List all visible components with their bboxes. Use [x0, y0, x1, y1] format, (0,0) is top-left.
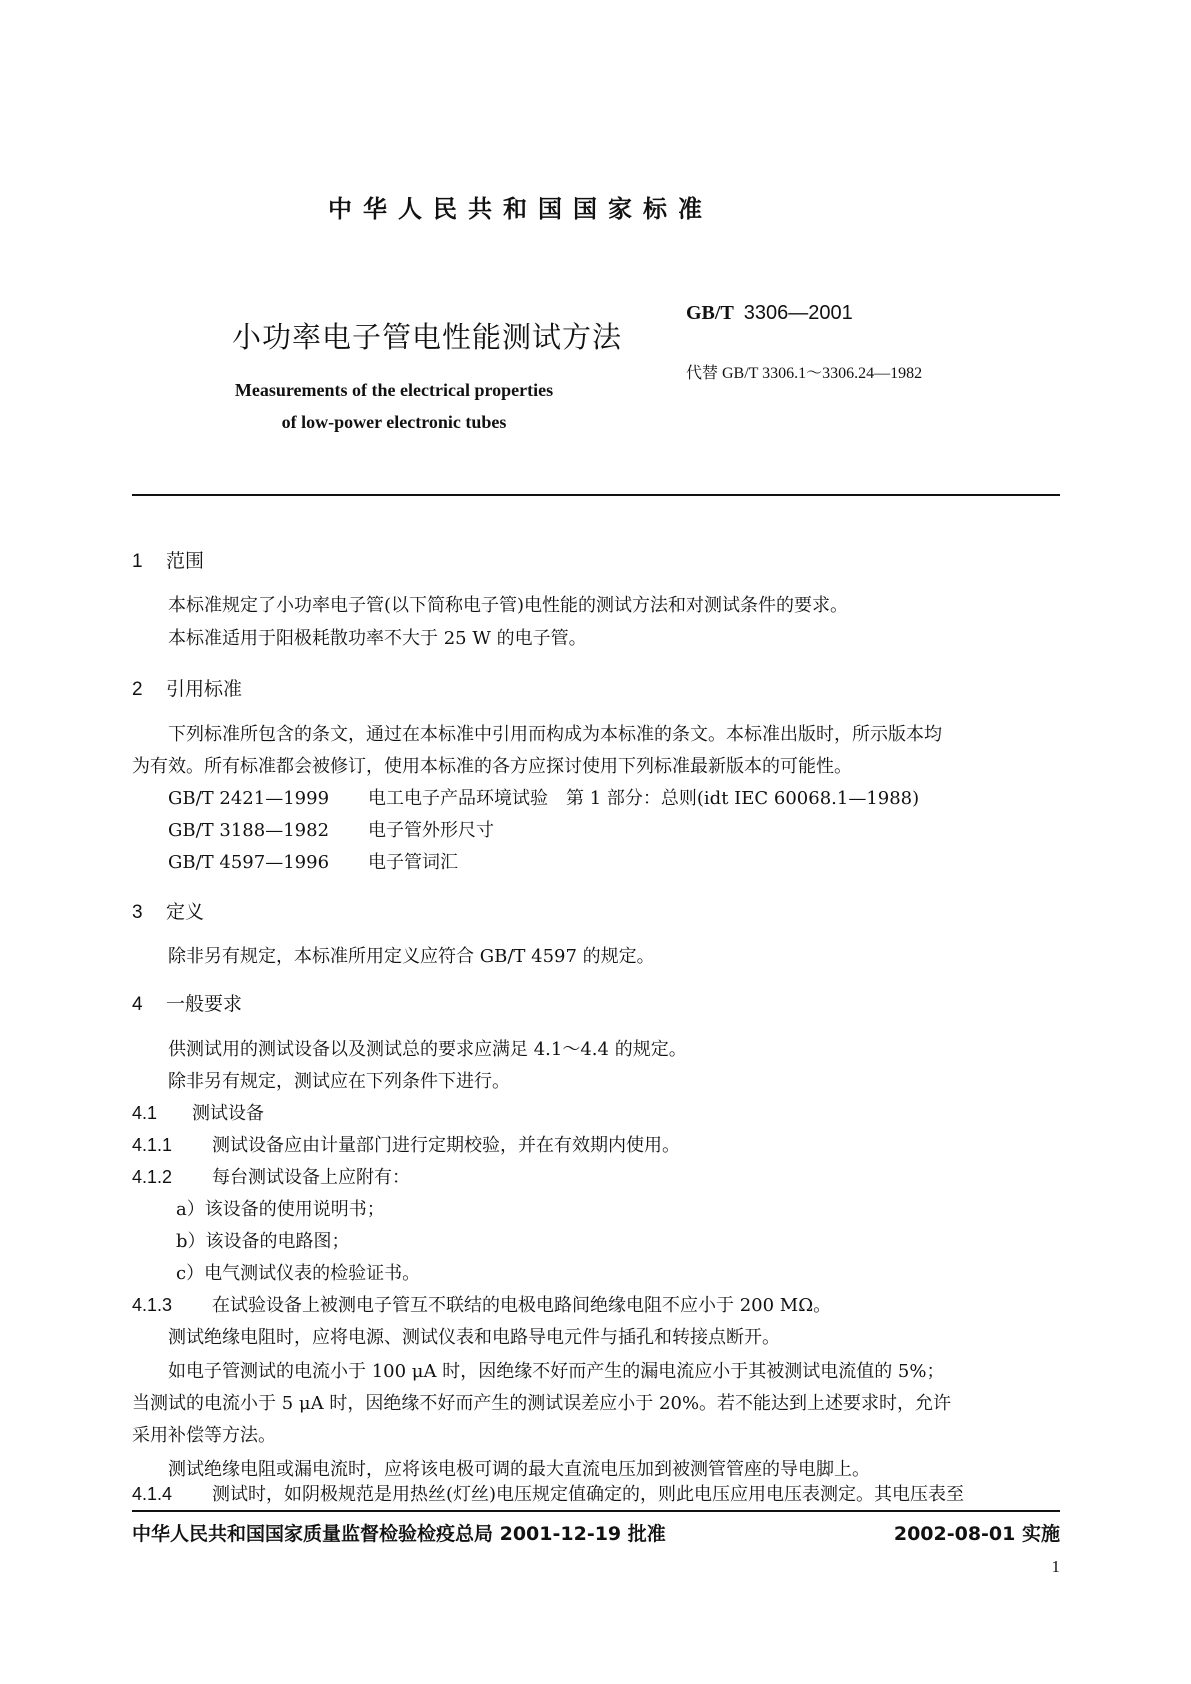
reference-item: [168, 848, 458, 874]
org-title: 中华人民共和国国家标准: [328, 195, 713, 223]
clause-4-1-3: [132, 1291, 831, 1317]
standard-code-prefix: GB/T: [686, 302, 734, 324]
section-4-para-2: 除非另有规定，测试应在下列条件下进行。: [168, 1071, 510, 1092]
reference-code: GB/T 2421—1999: [168, 788, 330, 809]
section-3-heading: [132, 897, 204, 924]
reference-code: GB/T 4597—1996: [168, 852, 330, 873]
section-number: 4: [132, 994, 143, 1015]
section-title: 一般要求: [166, 993, 243, 1015]
reference-title: 电子管外形尺寸: [368, 820, 494, 841]
implementation-date: 2002-08-01 实施: [893, 1523, 1060, 1545]
reference-code: GB/T 3188—1982: [168, 820, 330, 841]
clause-number: 4.1.1: [132, 1135, 173, 1155]
section-2-para-line-1: 下列标准所包含的条文，通过在本标准中引用而构成为本标准的条文。本标准出版时，所示版本均: [168, 724, 942, 745]
clause-4-1: [132, 1099, 264, 1125]
section-1-para-2: 本标准适用于阳极耗散功率不大于 25 W 的电子管。: [168, 628, 587, 649]
section-4-heading: [132, 989, 242, 1016]
clause-4-1-3-para-2-line-2: 当测试的电流小于 5 μA 时，因绝缘不好而产生的测试误差应小于 20%。若不能达到上述要求时，允许: [132, 1393, 952, 1414]
clause-4-1-4: [132, 1480, 964, 1506]
list-item: b）该设备的电路图；: [176, 1231, 350, 1252]
standard-code-number: 3306—2001: [743, 302, 853, 324]
section-number: 1: [132, 551, 143, 572]
section-3-para: 除非另有规定，本标准所用定义应符合 GB/T 4597 的规定。: [168, 946, 655, 967]
section-2-para-line-2: 为有效。所有标准都会被修订，使用本标准的各方应探讨使用下列标准最新版本的可能性。: [132, 756, 852, 777]
clause-number: 4.1: [132, 1103, 158, 1123]
list-item: a）该设备的使用说明书；: [176, 1199, 385, 1220]
footer-divider: [132, 1510, 1060, 1512]
reference-item: [168, 784, 919, 810]
section-1-para-1: 本标准规定了小功率电子管(以下简称电子管)电性能的测试方法和对测试条件的要求。: [168, 595, 849, 616]
title-en-line-2: of low-power electronic tubes: [281, 412, 507, 432]
approval-statement: 中华人民共和国国家质量监督检验检疫总局 2001-12-19 批准: [132, 1523, 666, 1545]
section-2-heading: [132, 674, 242, 701]
replaces-note: 代替 GB/T 3306.1～3306.24—1982: [686, 365, 923, 382]
header-divider: [132, 494, 1060, 496]
section-4-para-1: 供测试用的测试设备以及测试总的要求应满足 4.1～4.4 的规定。: [168, 1039, 687, 1060]
clause-4-1-1: [132, 1131, 680, 1157]
standard-code: [686, 300, 853, 325]
list-item: c）电气测试仪表的检验证书。: [176, 1263, 421, 1284]
clause-4-1-2: [132, 1163, 410, 1189]
clause-text: 测试设备应由计量部门进行定期校验，并在有效期内使用。: [212, 1135, 680, 1156]
clause-4-1-3-para-2-line-3: 采用补偿等方法。: [132, 1425, 276, 1446]
section-number: 3: [132, 902, 143, 923]
clause-title: 测试设备: [192, 1103, 264, 1124]
section-1-heading: [132, 546, 204, 573]
page-number: 1: [1051, 1557, 1060, 1576]
reference-title: 电工电子产品环境试验 第 1 部分：总则(idt IEC 60068.1—1988): [368, 788, 920, 809]
clause-number: 4.1.4: [132, 1484, 173, 1504]
reference-title: 电子管词汇: [368, 852, 458, 873]
clause-4-1-3-para-3: 测试绝缘电阻或漏电流时，应将该电极可调的最大直流电压加到被测管管座的导电脚上。: [168, 1459, 870, 1480]
section-title: 引用标准: [166, 678, 243, 700]
title-en-line-1: Measurements of the electrical properties: [234, 380, 554, 400]
clause-number: 4.1.3: [132, 1295, 173, 1315]
clause-text: 在试验设备上被测电子管互不联结的电极电路间绝缘电阻不应小于 200 MΩ。: [212, 1295, 832, 1316]
clause-4-1-3-para-1: 测试绝缘电阻时，应将电源、测试仪表和电路导电元件与插孔和转接点断开。: [168, 1327, 780, 1348]
section-number: 2: [132, 679, 143, 700]
section-title: 定义: [166, 901, 205, 923]
reference-item: [168, 816, 494, 842]
clause-text: 每台测试设备上应附有：: [212, 1167, 410, 1188]
clause-4-1-3-para-2-line-1: 如电子管测试的电流小于 100 μA 时，因绝缘不好而产生的漏电流应小于其被测试电流值的 5%；: [168, 1361, 945, 1382]
clause-text: 测试时，如阴极规范是用热丝(灯丝)电压规定值确定的，则此电压应用电压表测定。其电压表至: [212, 1484, 965, 1505]
clause-number: 4.1.2: [132, 1167, 173, 1187]
title-zh: 小功率电子管电性能测试方法: [232, 320, 623, 354]
section-title: 范围: [166, 550, 205, 572]
